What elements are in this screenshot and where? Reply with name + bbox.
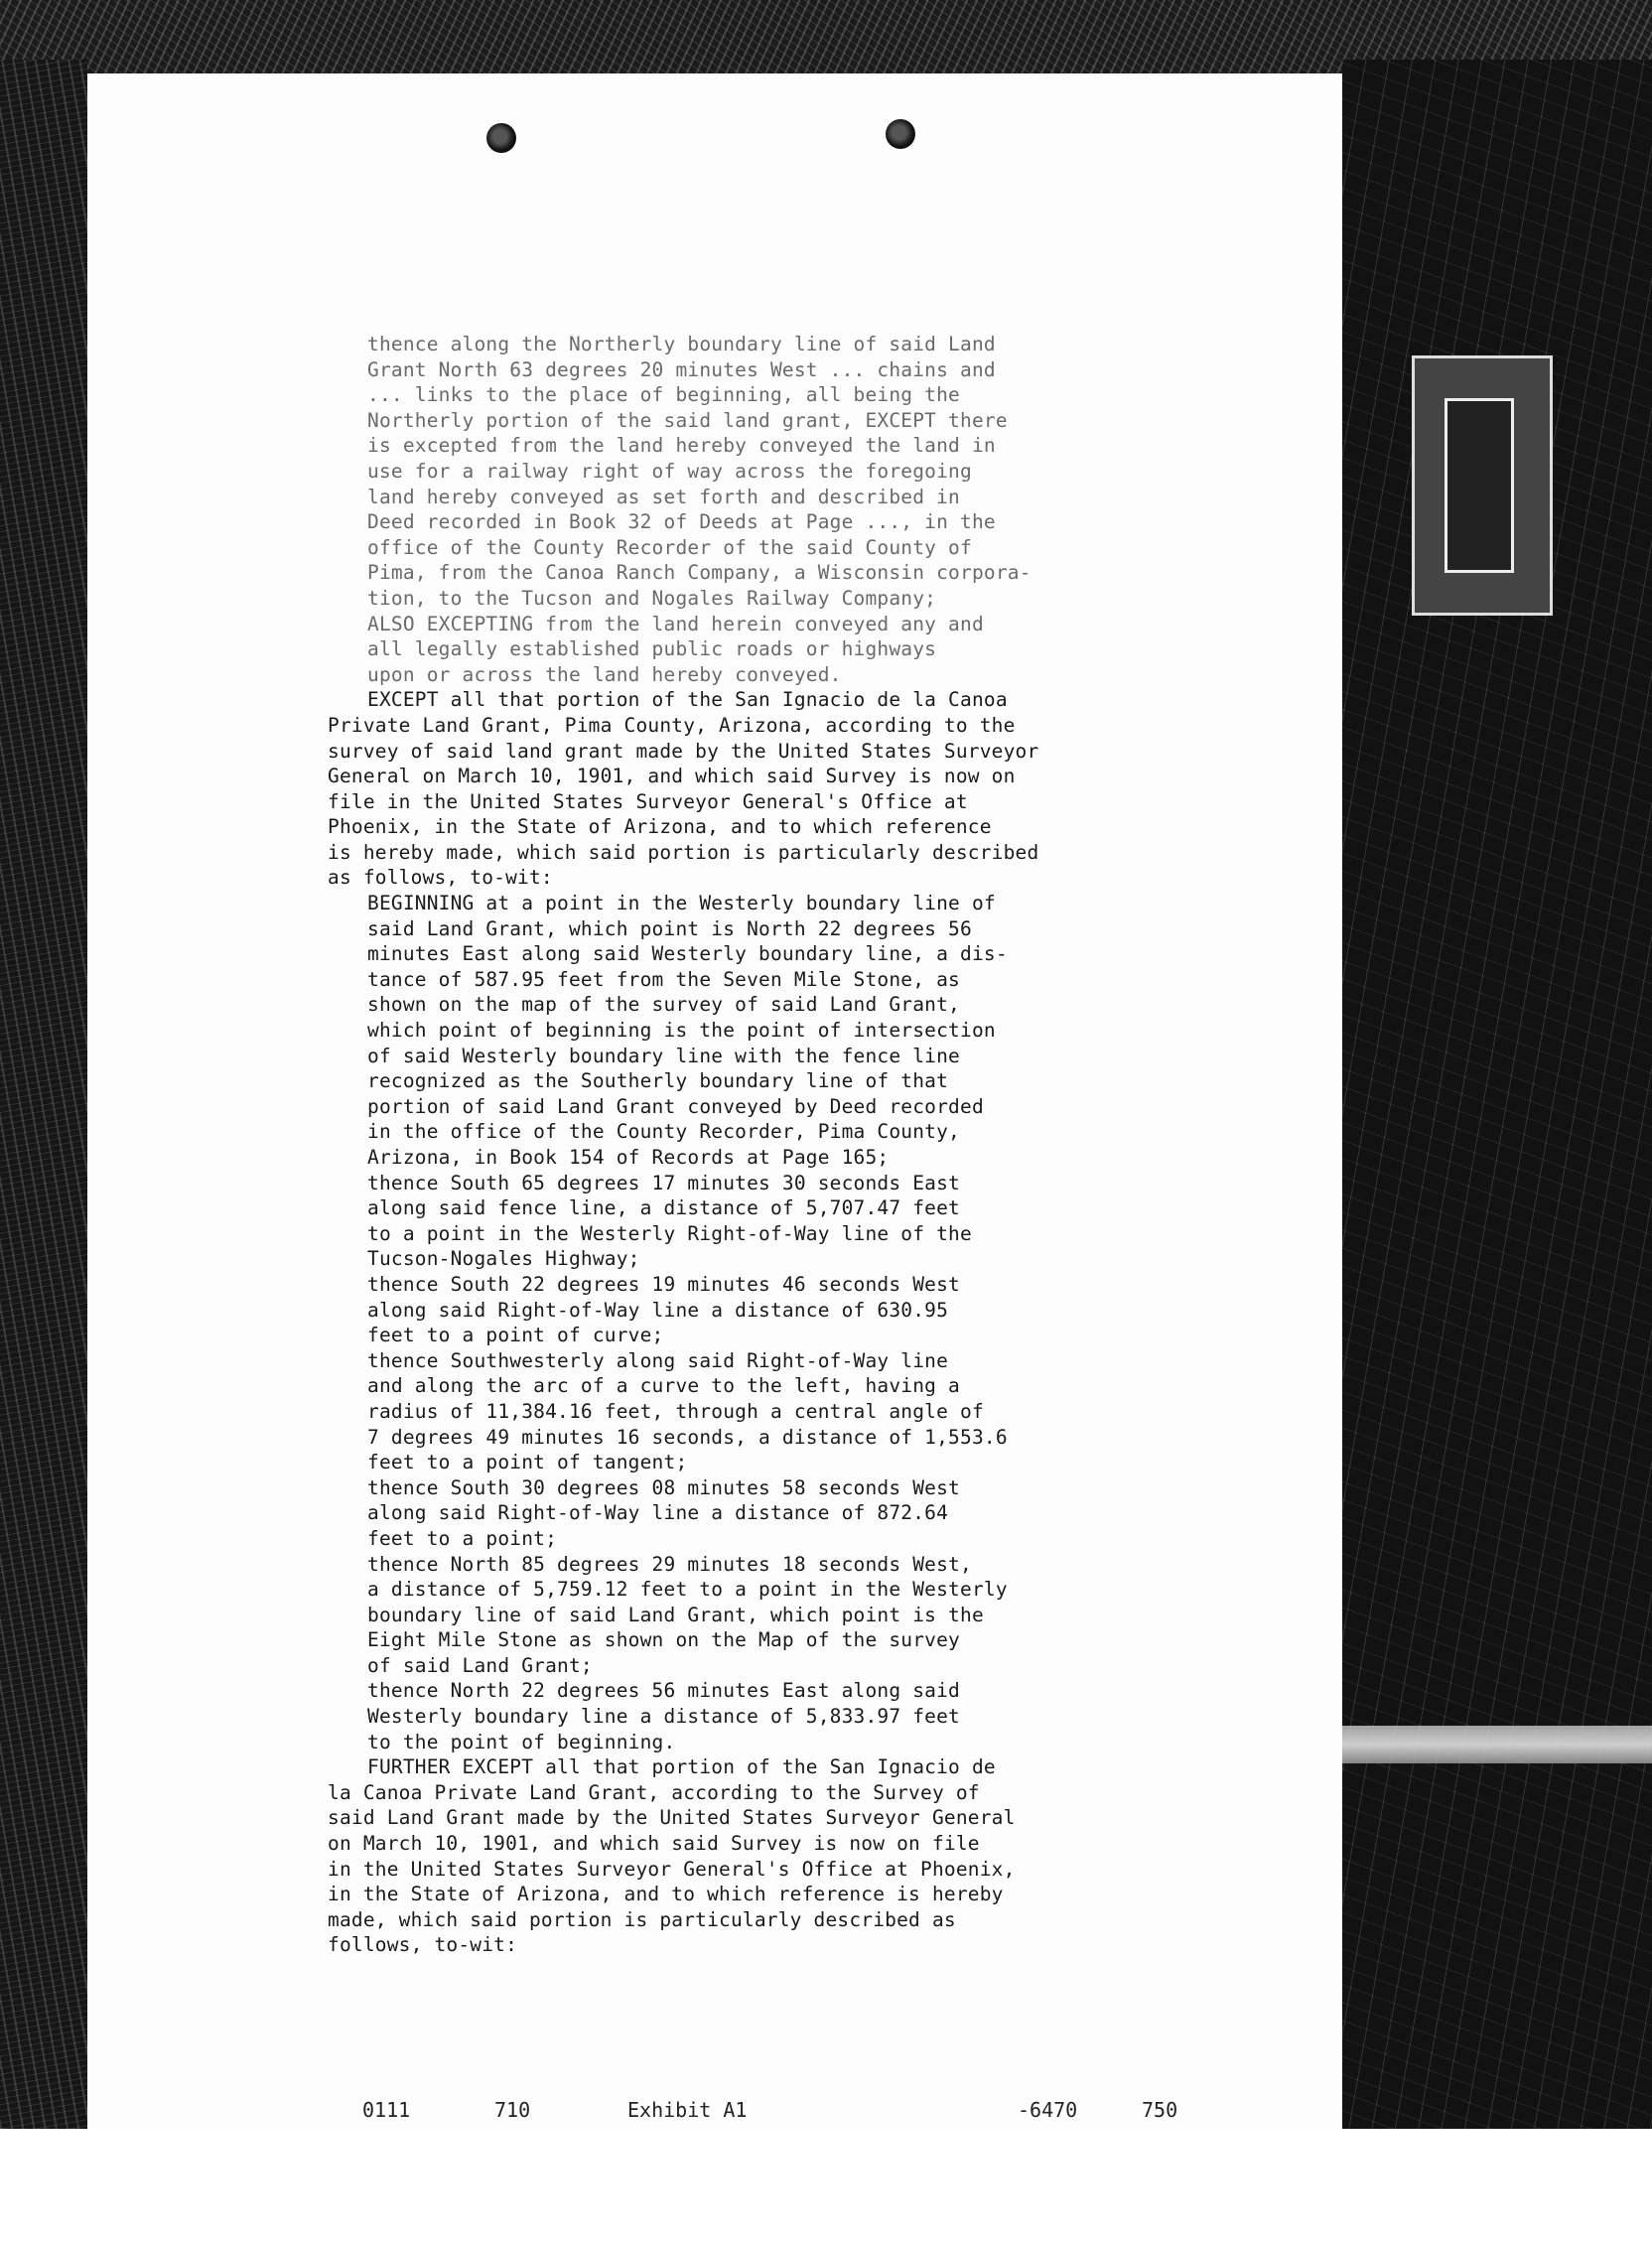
text-line: said Land Grant, which point is North 22 degrees 56 (367, 916, 972, 940)
text-line: radius of 11,384.16 feet, through a central angle of (367, 1399, 984, 1423)
text-line: feet to a point of curve; (367, 1324, 664, 1347)
footer-right-number-2: 750 (1142, 2098, 1178, 2122)
text-line: thence South 30 degrees 08 minutes 58 seconds West (367, 1475, 960, 1499)
text-line: feet to a point of tangent; (367, 1451, 688, 1474)
text-line: ALSO EXCEPTING from the land herein conveyed any and (367, 612, 984, 635)
text-line: as follows, to-wit: (328, 866, 553, 890)
text-line: is excepted from the land hereby conveyed the land in (367, 434, 996, 458)
text-line: in the United States Surveyor General's Office at Phoenix, (328, 1857, 1016, 1881)
text-line: in the office of the County Recorder, Pima County, (367, 1120, 960, 1144)
text-line: thence South 65 degrees 17 minutes 30 seconds East (367, 1171, 960, 1194)
text-line: file in the United States Surveyor General's Office at (328, 789, 968, 813)
text-line: General on March 10, 1901, and which said Survey is now on (328, 765, 1016, 788)
text-line: Grant North 63 degrees 20 minutes West ... chains and (367, 357, 996, 381)
footer-left-number-2: 710 (494, 2098, 531, 2122)
text-line: and along the arc of a curve to the left, having a (367, 1374, 960, 1398)
text-line: Eight Mile Stone as shown on the Map of the survey (367, 1628, 960, 1652)
text-line: on March 10, 1901, and which said Survey is now on file (328, 1832, 980, 1856)
text-line: all legally established public roads or highways (367, 637, 937, 661)
text-line: office of the County Recorder of the said County of (367, 535, 972, 559)
attached-tag (1412, 355, 1553, 616)
text-line: thence along the Northerly boundary line of said Land (367, 333, 996, 355)
text-line: of said Westerly boundary line with the fence line (367, 1044, 960, 1067)
text-line: boundary line of said Land Grant, which point is the (367, 1603, 984, 1626)
text-line: along said Right-of-Way line a distance of 872.64 (367, 1501, 949, 1525)
text-line: which point of beginning is the point of intersection (367, 1019, 996, 1043)
text-line: of said Land Grant; (367, 1653, 593, 1677)
text-line: thence North 22 degrees 56 minutes East along said (367, 1679, 960, 1703)
text-line: Private Land Grant, Pima County, Arizona, according to the (328, 713, 1016, 737)
legal-description-text (328, 332, 1221, 1958)
text-line: FURTHER EXCEPT all that portion of the San Ignacio de (367, 1755, 996, 1779)
text-line: BEGINNING at a point in the Westerly boundary line of (367, 892, 996, 915)
text-line: minutes East along said Westerly boundary line, a dis- (367, 942, 1008, 966)
text-line: portion of said Land Grant conveyed by Deed recorded (367, 1094, 984, 1118)
text-line: Pima, from the Canoa Ranch Company, a Wisconsin corpora- (367, 561, 1032, 585)
text-line: Westerly boundary line a distance of 5,833.97 feet (367, 1705, 960, 1729)
text-line: survey of said land grant made by the United States Surveyor (328, 739, 1039, 763)
text-line: Arizona, in Book 154 of Records at Page 165; (367, 1146, 890, 1169)
text-line: thence Southwesterly along said Right-of-Way line (367, 1348, 949, 1372)
text-line: in the State of Arizona, and to which reference is hereby (328, 1883, 1004, 1906)
text-line: thence North 85 degrees 29 minutes 18 seconds West, (367, 1552, 972, 1576)
text-line: said Land Grant made by the United States Surveyor General (328, 1806, 1016, 1830)
text-line: tance of 587.95 feet from the Seven Mile Stone, as (367, 967, 960, 991)
attached-tag-inner (1445, 398, 1514, 573)
text-line: Tucson-Nogales Highway; (367, 1247, 640, 1271)
text-line: land hereby conveyed as set forth and described in (367, 485, 960, 508)
text-line: to the point of beginning. (367, 1730, 676, 1753)
text-line: ... links to the place of beginning, all being the (367, 383, 960, 407)
text-line: Northerly portion of the said land grant, EXCEPT there (367, 408, 1008, 432)
text-line: thence South 22 degrees 19 minutes 46 seconds West (367, 1272, 960, 1296)
text-line: is hereby made, which said portion is particularly described (328, 840, 1039, 864)
text-line: Phoenix, in the State of Arizona, and to which reference (328, 815, 992, 839)
scan-border-left (0, 60, 87, 2129)
scan-light-band (1342, 1726, 1652, 1763)
text-line: Deed recorded in Book 32 of Deeds at Page ..., in the (367, 510, 996, 534)
footer-left-number: 0111 (362, 2098, 411, 2122)
text-line: upon or across the land hereby conveyed. (367, 662, 842, 686)
text-line: feet to a point; (367, 1526, 558, 1550)
page-footer (362, 2098, 1256, 2241)
text-line: tion, to the Tucson and Nogales Railway Company; (367, 586, 937, 610)
text-line: to a point in the Westerly Right-of-Way line of the (367, 1221, 972, 1245)
text-line: along said fence line, a distance of 5,707.47 feet (367, 1196, 960, 1220)
text-line: la Canoa Private Land Grant, according to the Survey of (328, 1780, 980, 1804)
text-line: use for a railway right of way across the foregoing (367, 459, 972, 483)
text-line: 7 degrees 49 minutes 16 seconds, a distance of 1,553.6 (367, 1425, 1008, 1449)
text-line: a distance of 5,759.12 feet to a point in the Westerly (367, 1578, 1008, 1602)
text-line: shown on the map of the survey of said Land Grant, (367, 993, 960, 1017)
text-line: recognized as the Southerly boundary line of that (367, 1069, 949, 1093)
punch-hole-left (486, 123, 516, 153)
text-line: follows, to-wit: (328, 1933, 518, 1957)
text-line: made, which said portion is particularly described as (328, 1907, 956, 1931)
text-line: EXCEPT all that portion of the San Ignacio de la Canoa (367, 688, 1008, 712)
footer-right-number: -6470 (1018, 2098, 1078, 2122)
footer-exhibit-label: Exhibit A1 (627, 2098, 748, 2122)
text-line: along said Right-of-Way line a distance of 630.95 (367, 1298, 949, 1322)
punch-hole-right (886, 119, 915, 149)
